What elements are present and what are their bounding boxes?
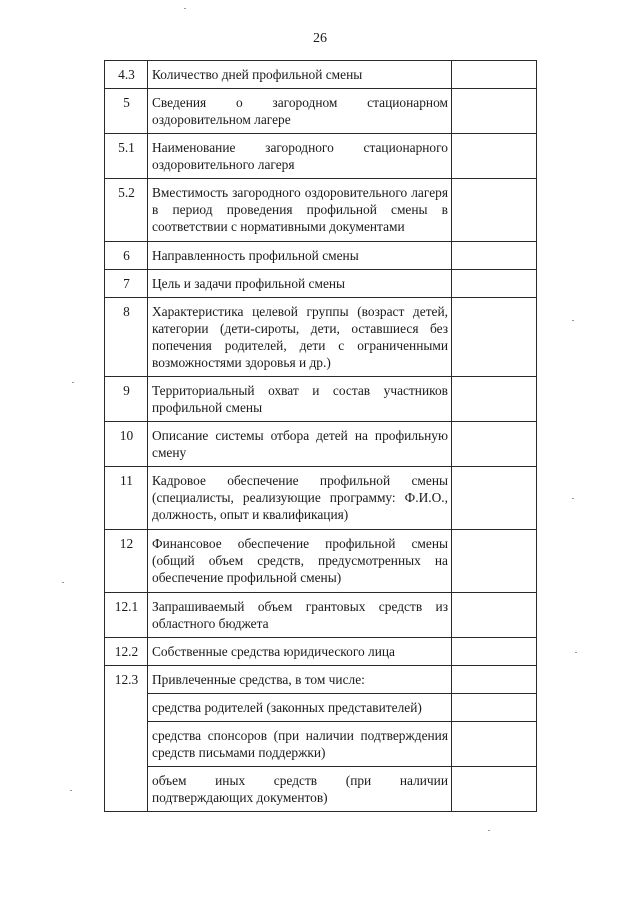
row-description: Финансовое обеспечение профильной смены (общий объем средств, предусмотренных на обеспечение профильной смены): [148, 530, 452, 593]
value-cell[interactable]: [452, 694, 537, 722]
row-description: Количество дней профильной смены: [148, 61, 452, 89]
value-cell[interactable]: [452, 467, 537, 530]
row-description: Направленность профильной смены: [148, 242, 452, 270]
table-row: [105, 422, 537, 467]
value-cell[interactable]: [452, 242, 537, 270]
row-description: Наименование загородного стационарного оздоровительного лагеря: [148, 134, 452, 179]
row-number: 9: [105, 377, 148, 422]
row-number: 12.1: [105, 593, 148, 638]
row-number: 4.3: [105, 61, 148, 89]
value-cell[interactable]: [452, 179, 537, 242]
row-description: Характеристика целевой группы (возраст детей, категории (дети-сироты, дети, оставшиеся без попечения родителей, дети с ограниченными возможностями здоровья и др.): [148, 298, 452, 377]
row-description: Вместимость загородного оздоровительного лагеря в период проведения профильной смены в соответствии с нормативными документами: [148, 179, 452, 242]
scan-speck: [572, 320, 574, 321]
subrow-description: объем иных средств (при наличии подтверждающих документов): [148, 767, 452, 812]
table-row: [105, 179, 537, 242]
scan-speck: [72, 382, 74, 383]
table-row: [105, 593, 537, 638]
value-cell[interactable]: [452, 89, 537, 134]
row-number: 6: [105, 242, 148, 270]
value-cell[interactable]: [452, 270, 537, 298]
row-description: Привлеченные средства, в том числе:: [148, 666, 452, 694]
value-cell[interactable]: [452, 767, 537, 812]
row-description: Территориальный охват и состав участников профильной смены: [148, 377, 452, 422]
row-number: 5.2: [105, 179, 148, 242]
application-form-table: [104, 60, 537, 812]
subrow-description: средства спонсоров (при наличии подтверждения средств письмами поддержки): [148, 722, 452, 767]
scan-speck: [575, 652, 577, 653]
row-description: Цель и задачи профильной смены: [148, 270, 452, 298]
row-description: Описание системы отбора детей на профильную смену: [148, 422, 452, 467]
scan-speck: [488, 830, 490, 831]
value-cell[interactable]: [452, 134, 537, 179]
table-row: [105, 89, 537, 134]
row-number: 8: [105, 298, 148, 377]
table-row: [105, 61, 537, 89]
table-row: [105, 242, 537, 270]
table-row: [105, 134, 537, 179]
value-cell[interactable]: [452, 298, 537, 377]
row-number: 5: [105, 89, 148, 134]
value-cell[interactable]: [452, 666, 537, 694]
row-number: 11: [105, 467, 148, 530]
row-number: 5.1: [105, 134, 148, 179]
value-cell[interactable]: [452, 530, 537, 593]
row-description: Собственные средства юридического лица: [148, 638, 452, 666]
table-row: [105, 666, 537, 694]
value-cell[interactable]: [452, 422, 537, 467]
subrow-description: средства родителей (законных представителей): [148, 694, 452, 722]
table-subrow: [105, 767, 537, 812]
value-cell[interactable]: [452, 377, 537, 422]
row-description: Сведения о загородном стационарном оздоровительном лагере: [148, 89, 452, 134]
table-row: [105, 298, 537, 377]
row-number: 12: [105, 530, 148, 593]
page-number: 26: [313, 31, 327, 46]
table-row: [105, 467, 537, 530]
value-cell[interactable]: [452, 61, 537, 89]
row-number: 12.2: [105, 638, 148, 666]
value-cell[interactable]: [452, 593, 537, 638]
table-subrow: [105, 722, 537, 767]
table-row: [105, 270, 537, 298]
row-number: 10: [105, 422, 148, 467]
scan-speck: [62, 582, 64, 583]
row-description: Кадровое обеспечение профильной смены (специалисты, реализующие программу: Ф.И.О., должность, опыт и квалификация): [148, 467, 452, 530]
table-row: [105, 377, 537, 422]
table-subrow: [105, 694, 537, 722]
value-cell[interactable]: [452, 722, 537, 767]
scan-speck: [572, 498, 574, 499]
row-number: 12.3: [105, 666, 148, 812]
row-number: 7: [105, 270, 148, 298]
scan-speck: [184, 8, 186, 9]
table-row: [105, 638, 537, 666]
row-description: Запрашиваемый объем грантовых средств из областного бюджета: [148, 593, 452, 638]
table-row: [105, 530, 537, 593]
scan-speck: [70, 790, 72, 791]
value-cell[interactable]: [452, 638, 537, 666]
